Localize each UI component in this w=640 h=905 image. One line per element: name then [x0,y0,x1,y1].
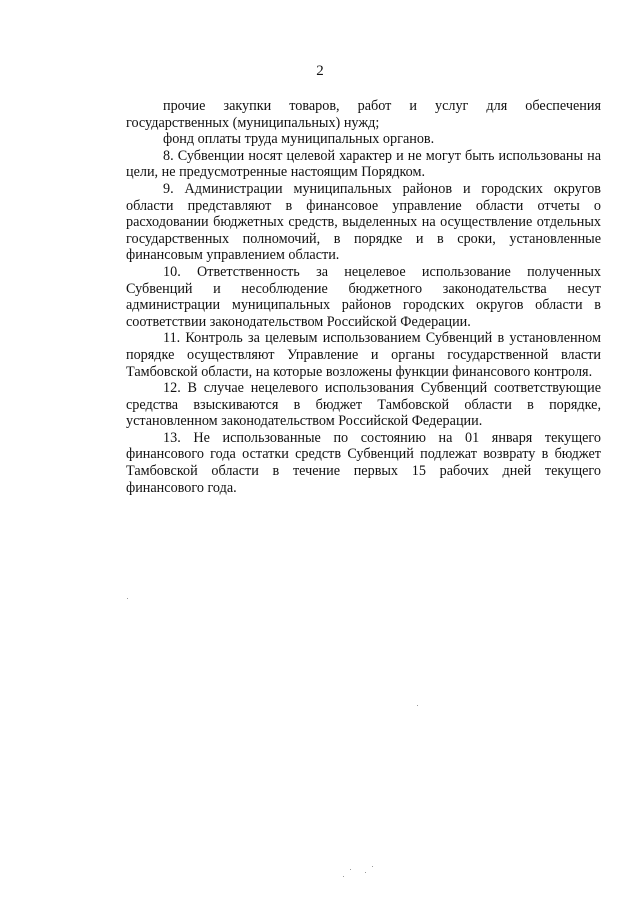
text-line: установленном законодательством Российской Федерации. [126,413,483,430]
paragraph-item-9 [89,181,601,264]
text-line: 11. Контроль за целевым использованием Субвенций в установленном [163,330,601,347]
text-line: финансового года. [126,479,237,496]
text-line: соответствии законодательством Российской Федерации. [126,313,471,330]
text-line: 13. Не использованные по состоянию на 01 января текущего [163,429,601,446]
text-line: 9. Администрации муниципальных районов и городских округов [163,180,601,197]
paragraph-item-8 [89,148,601,181]
text-line: администрации муниципальных районов городских округов области в [126,297,601,314]
scan-speck [365,872,366,873]
text-line: Субвенций и несоблюдение бюджетного законодательства несут [126,280,601,297]
paragraph-payroll [89,131,601,148]
text-line: финансового года остатки средств Субвенций подлежат возврату в бюджет [126,446,601,463]
paragraph-item-12 [89,380,601,430]
text-line: 8. Субвенции носят целевой характер и не могут быть использованы на [163,147,601,164]
text-line: области представляют в финансовое управление области отчеты о [126,197,601,214]
page-number: 2 [316,63,324,79]
scan-speck [343,876,344,877]
text-line: Тамбовской области в течение первых 15 рабочих дней текущего [126,463,601,480]
text-line: цели, не предусмотренные настоящим Порядком. [126,164,425,181]
text-line: 12. В случае нецелевого использования Субвенций соответствующие [163,380,601,397]
text-line: государственных (муниципальных) нужд; [126,114,380,131]
text-line: Тамбовской области, на которые возложены функции финансового контроля. [126,363,593,380]
text-line: финансовым управлением области. [126,247,340,264]
text-line: средства взыскиваются в бюджет Тамбовской области в порядке, [126,396,601,413]
scan-speck [127,598,128,599]
paragraph-item-11 [89,330,601,380]
text-line: расходовании бюджетных средств, выделенных на осуществление отдельных [126,214,601,231]
text-line: 10. Ответственность за нецелевое использование полученных [163,263,601,280]
document-body [89,98,601,496]
text-line: порядке осуществляют Управление и органы государственной власти [126,346,601,363]
paragraph-procurement [89,98,601,131]
paragraph-item-13 [89,430,601,496]
text-line: государственных полномочий, в порядке и в сроки, установленные [126,230,601,247]
text-line: фонд оплаты труда муниципальных органов. [163,131,435,148]
scan-speck [350,869,351,870]
scan-speck [372,866,373,867]
paragraph-item-10 [89,264,601,330]
text-line: прочие закупки товаров, работ и услуг для обеспечения [163,98,601,114]
scan-speck [417,705,418,706]
